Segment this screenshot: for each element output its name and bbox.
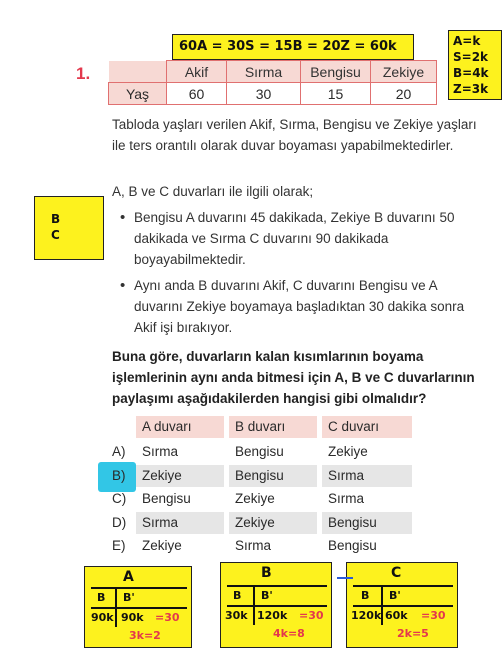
work-val: 90k <box>91 611 114 624</box>
question-text: Buna göre, duvarların kalan kısımlarının boyama işlemlerinin aynı anda bitmesi için A, B ve C duvarlarının paylaşımı aşağıdakilerden hangisi gibi olmalıdır? <box>112 349 475 406</box>
option-cell-c: Sırma <box>322 465 412 487</box>
work-note-a <box>84 566 192 648</box>
age-cell: 20 <box>371 83 437 105</box>
divider <box>353 605 453 607</box>
work-col: B <box>361 589 370 602</box>
option-letter: E) <box>112 538 126 553</box>
blank-cell <box>109 61 167 83</box>
option-cell-b: Zekiye <box>229 512 317 534</box>
work-val: 30k <box>225 609 248 622</box>
top-note-text: 60A = 30S = 15B = 20Z = 60k <box>179 39 397 54</box>
work-calc: =30 <box>421 609 446 622</box>
work-col: B' <box>389 589 401 602</box>
option-cell-c: Sırma <box>328 491 365 506</box>
option-row[interactable] <box>112 441 412 463</box>
work-calc: 3k=2 <box>129 629 161 642</box>
options-header-b: B duvarı <box>229 416 317 438</box>
option-cell-b: Bengisu <box>229 465 317 487</box>
divider <box>91 587 187 589</box>
bullet-dot: • <box>120 209 126 226</box>
option-cell-a: Zekiye <box>142 538 182 553</box>
work-note-title: B <box>261 565 272 581</box>
option-row[interactable] <box>112 465 412 487</box>
option-cell-b: Zekiye <box>235 491 275 506</box>
divider <box>227 585 327 587</box>
right-note-line: A=k <box>453 34 481 48</box>
work-val: 60k <box>385 609 408 622</box>
divider <box>91 607 187 609</box>
age-table-header-row <box>109 61 437 83</box>
bullet-item <box>120 207 480 270</box>
option-letter: D) <box>112 515 127 530</box>
work-val: 90k <box>121 611 144 624</box>
option-letter: B) <box>112 468 126 483</box>
name-cell: Akif <box>167 61 227 83</box>
work-calc: 4k=8 <box>273 627 305 640</box>
right-note-line: Z=3k <box>453 82 489 96</box>
work-col: B <box>97 591 106 604</box>
walls-intro: A, B ve C duvarları ile ilgili olarak; <box>112 184 314 199</box>
bullet-text: Bengisu A duvarını 45 dakikada, Zekiye B duvarını 50 dakikada ve Sırma C duvarını 90 dakikada boyayabilmektedir. <box>134 210 455 267</box>
age-table <box>108 60 437 105</box>
right-note-line: B=4k <box>453 66 489 80</box>
work-note-title: C <box>391 565 402 581</box>
age-cell: 30 <box>227 83 301 105</box>
work-col: B' <box>261 589 273 602</box>
option-row[interactable] <box>112 535 412 557</box>
work-col: B <box>233 589 242 602</box>
bullet-item <box>120 275 480 338</box>
right-sticky-note <box>448 30 502 100</box>
bullet-text: Aynı anda B duvarını Akif, C duvarını Bengisu ve A duvarını Zekiye boyamaya başladıktan 30 dakika sonra Akif işi bırakıyor. <box>134 278 465 335</box>
divider <box>353 585 453 587</box>
name-cell: Bengisu <box>301 61 371 83</box>
option-cell-a: Zekiye <box>136 465 224 487</box>
intro-paragraph: Tabloda yaşları verilen Akif, Sırma, Bengisu ve Zekiye yaşları ile ters orantılı olarak duvar boyaması yapabilmektedirler. <box>112 117 477 153</box>
age-cell: 60 <box>167 83 227 105</box>
work-calc: =30 <box>155 611 180 624</box>
option-cell-c: Zekiye <box>328 444 368 459</box>
option-cell-a: Bengisu <box>142 491 191 506</box>
option-cell-a: Sırma <box>142 444 179 459</box>
work-note-b <box>220 562 332 648</box>
pen-mark <box>337 577 353 579</box>
option-row[interactable] <box>112 488 412 510</box>
work-val: 120k <box>351 609 382 622</box>
divider <box>227 605 327 607</box>
work-col: B' <box>123 591 135 604</box>
work-note-c <box>346 562 458 648</box>
work-note-title: A <box>123 569 134 585</box>
option-cell-b: Sırma <box>235 538 272 553</box>
age-table-value-row <box>109 83 437 105</box>
left-note-line: C <box>51 228 60 242</box>
option-row[interactable] <box>112 512 412 534</box>
bullet-dot: • <box>120 277 126 294</box>
age-cell: 15 <box>301 83 371 105</box>
right-note-line: S=2k <box>453 50 489 64</box>
option-cell-c: Bengisu <box>322 512 412 534</box>
question-number: 1. <box>76 64 91 83</box>
left-sticky-note <box>34 196 104 260</box>
options-header-a: A duvarı <box>136 416 224 438</box>
name-cell: Sırma <box>227 61 301 83</box>
option-cell-c: Bengisu <box>328 538 377 553</box>
top-sticky-note <box>172 34 414 60</box>
row-label: Yaş <box>109 83 167 105</box>
option-letter: A) <box>112 444 126 459</box>
name-cell: Zekiye <box>371 61 437 83</box>
options-header-c: C duvarı <box>322 416 412 438</box>
work-val: 120k <box>257 609 288 622</box>
work-calc: =30 <box>299 609 324 622</box>
option-letter: C) <box>112 491 127 506</box>
option-cell-a: Sırma <box>136 512 224 534</box>
work-calc: 2k=5 <box>397 627 429 640</box>
left-note-line: B <box>51 212 61 226</box>
option-cell-b: Bengisu <box>235 444 284 459</box>
